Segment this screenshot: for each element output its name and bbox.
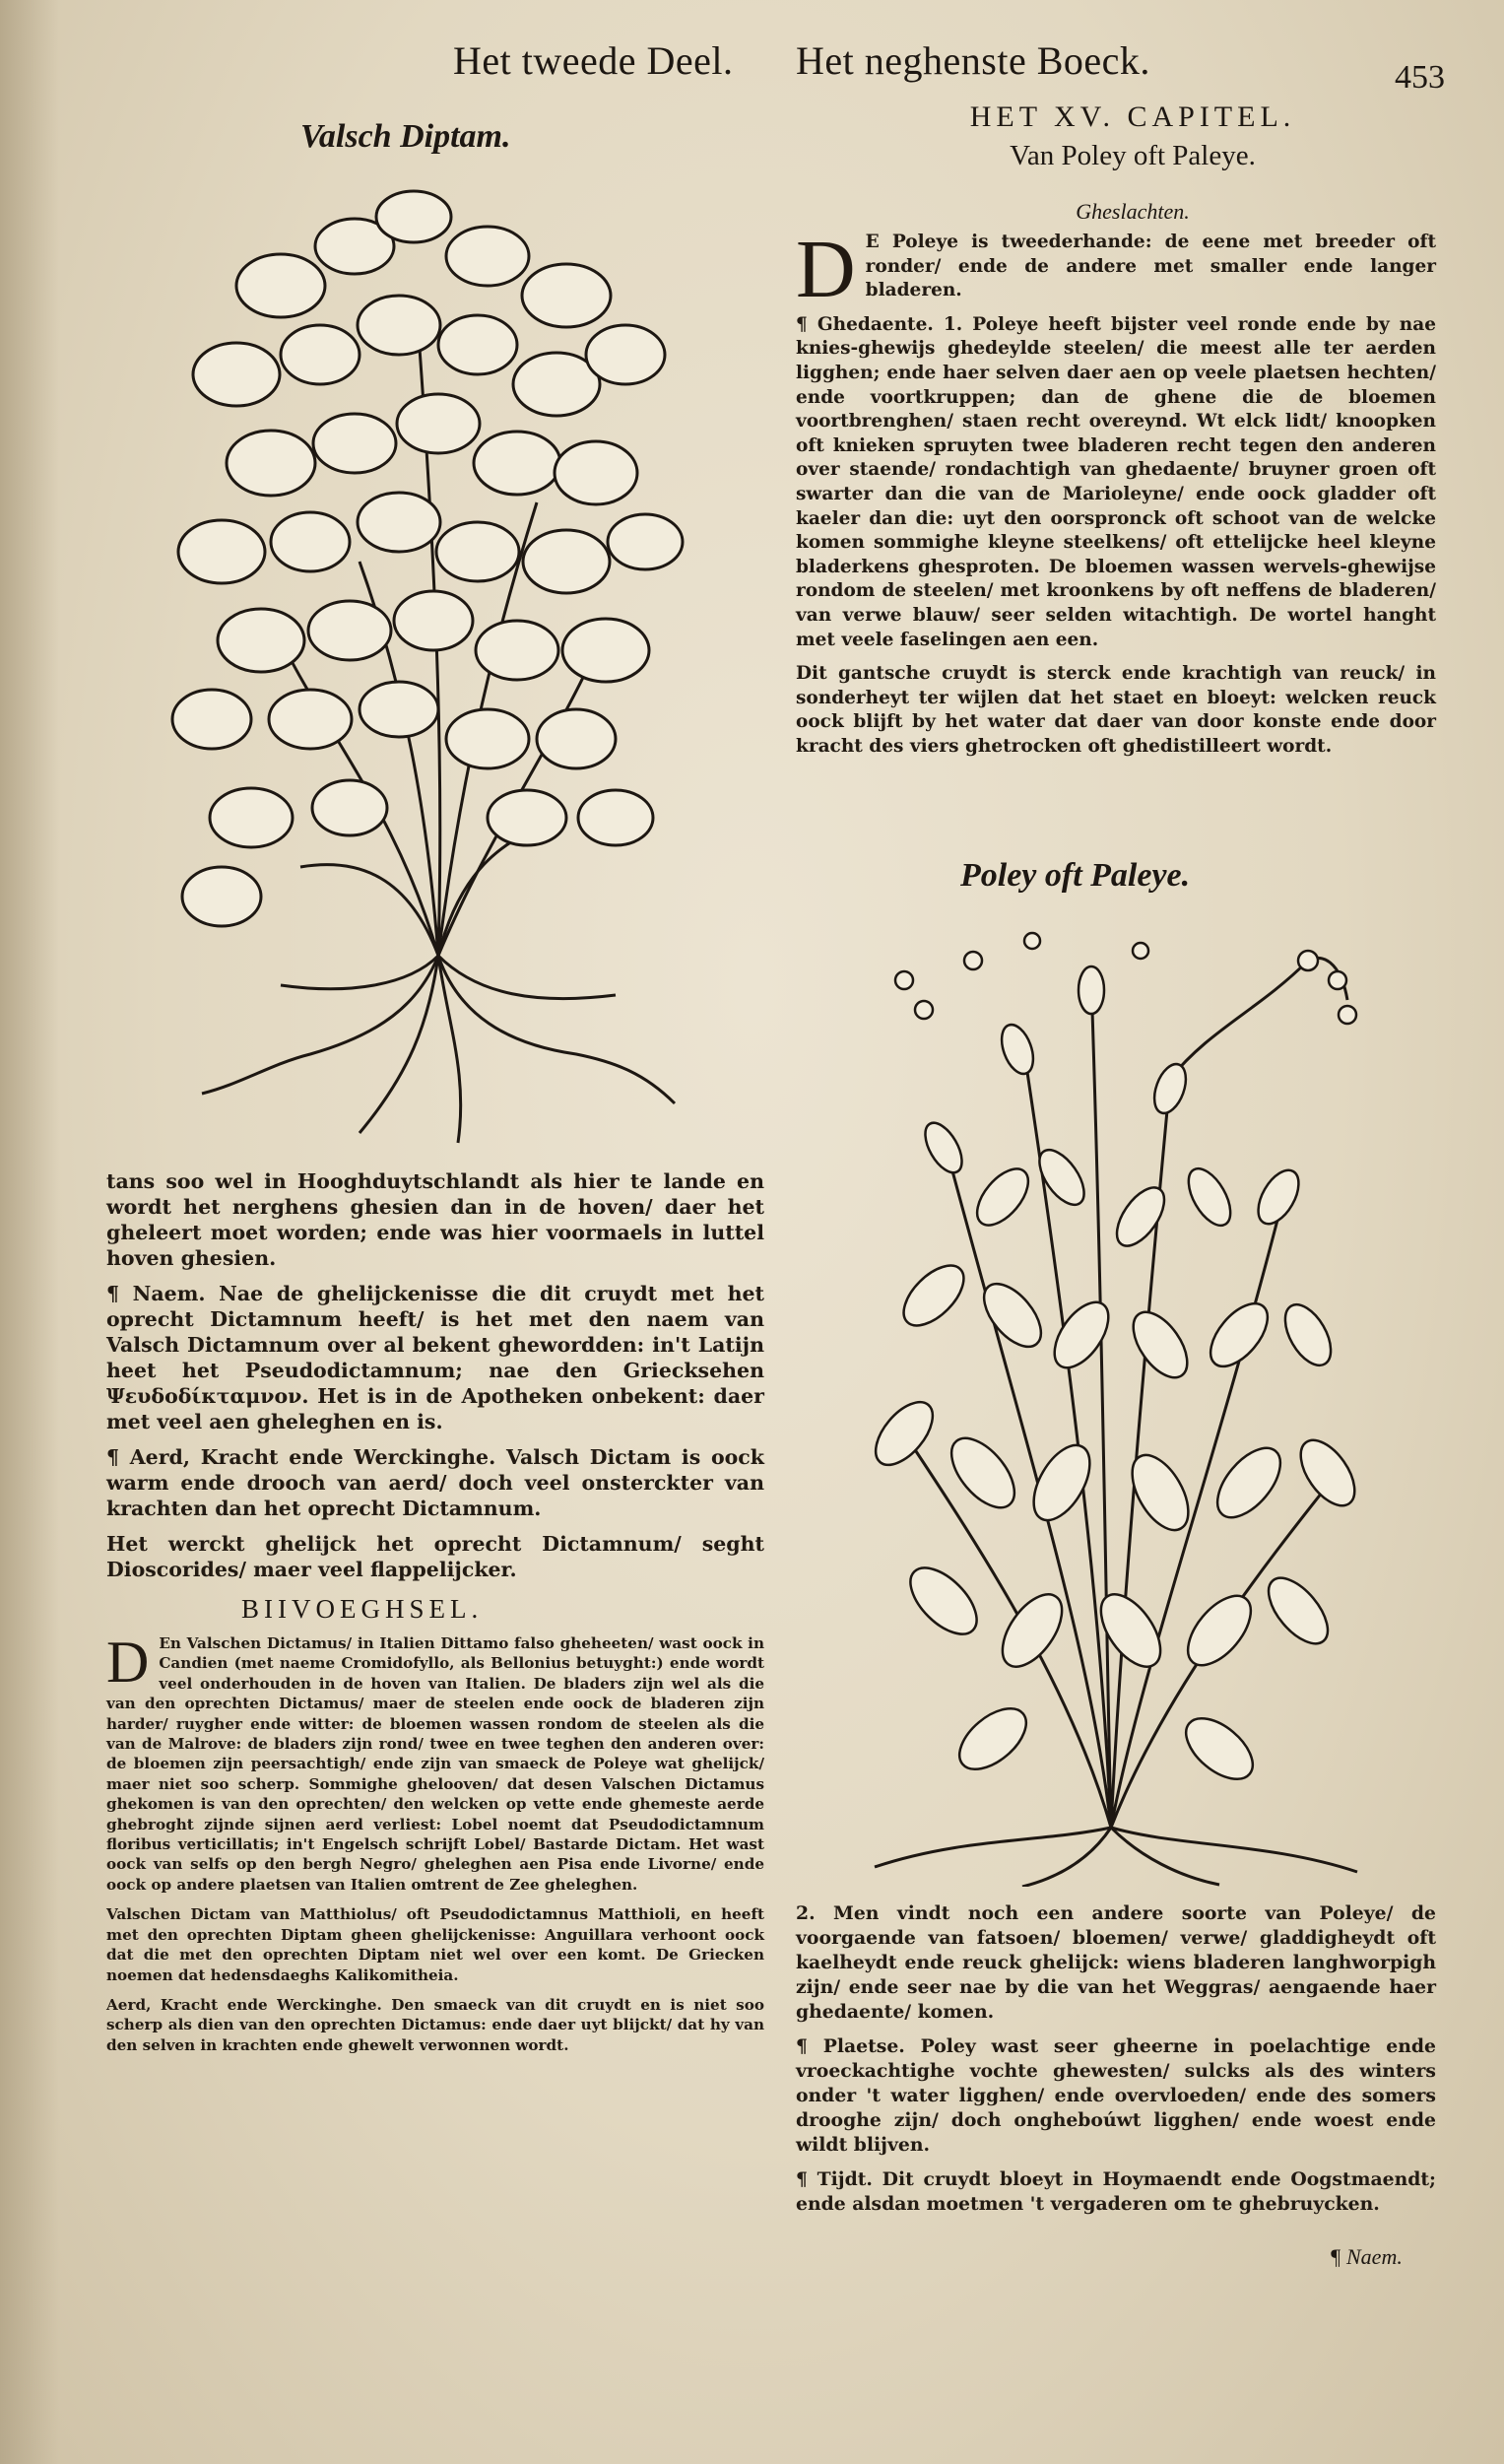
valsch-diptam-woodcut [163,187,694,1153]
gheslachten-subhead: Gheslachten. [1076,199,1190,224]
right-text-bottom [796,1901,1436,2227]
aerd-paragraph-2: Het werckt ghelijck het oprecht Dictamnum/ seght Dioscorides/ maer veel flappelijcker. [106,1532,764,1581]
catchword: ¶ Naem. [1330,2244,1403,2269]
left-text-bottom [106,1630,764,2065]
continuation-paragraph: tans soo wel in Hooghduytschlandt als hier te lande en wordt het nerghens ghesien dan in de hoven/ daer het gheleert moet worden; ende was hier voormaels in luttel hoven ghesien. [106,1169,764,1270]
chapter-dropcap: D [796,224,856,315]
left-figure-caption: Valsch Diptam. [300,118,511,155]
right-text-top [796,224,1436,768]
tijdt-paragraph: ¶ Tijdt. Dit cruydt bloeyt in Hoymaendt ende Oogstmaendt; ende alsdan moetmen 't vergaderen om te ghebruycken. [796,2168,1436,2215]
page-gutter-shadow [0,0,59,2464]
ghedaente-paragraph: ¶ Ghedaente. 1. Poleye heeft bijster veel ronde ende by nae knies-ghewijs ghedeylde steelen/ die meest alle ter aerden ligghen; ende haer selven daer aen op veele plaetsen hechten/ ende voortkruppen; dan de ghene die de bloemen voortbrenghen/ staen recht overeynd. Wt elck lidt/ knoopken oft knieken spruyten twee bladeren recht tegen den anderen over staende/ rondachtigh van ghedaente/ bruyner groen oft swarter dan die van de Marioleyne/ ende oock gladder oft kaeler dan die: uyt den oorspronck oft schoot van de welcke komen sommighe kleyne steelkens/ oft ettelijcke heel kleyne bladerkens ghesproten. De bloemen wassen wervels-ghewijse rondom de steelen/ met kroonkens by oft neffens de bladeren/ van verwe blauw/ seer selden witachtigh. De wortel hanght met veele faselingen aen een. [796,313,1436,650]
bijvoeghsel-text: En Valschen Dictamus/ in Italien Dittamo falso gheheeten/ wast oock in Candien (met naeme Cromidofyllo, als Bellonius betuyght:) ende wordt veel onderhouden in de hoven van Italien. De bladers zijn wel als die van den oprechten Dictamus/ maer de steelen ende oock de bladeren zijn harder/ ruygher ende witter: de bloemen wassen rondom de steelen als die van de Malrove: de bladers zijn rond/ twee en twee teghen den anderen over: de bloemen zijn peersachtigh/ ende zijn van smaeck de Poleye wat ghelijck/ maer niet soo scherp. Sommighe ghelooven/ dat desen Valschen Dictamus ghekomen is van den oprechten/ den welcken op vette ende ghemeste aerde ghebroght zijnde sijnen aerd verliest: Lobel noemt dat Pseudodictamnum floribus verticillatis; in't Engelsch schrijft Lobel/ Bastarde Dictam. Het wast oock van selfs op den bergh Negro/ gheleghen aen Pisa ende Livorne/ ende oock op andere plaetsen van Italien omtrent de Zee gheleghen. [106,1634,764,1894]
poley-woodcut [845,921,1377,1887]
chapter-number: HET XV. CAPITEL. [969,100,1296,133]
bijvoeghsel-paragraph [106,1630,764,1895]
page-number: 453 [1395,59,1445,96]
valschen-paragraph: Valschen Dictam van Matthiolus/ oft Pseudodictamnus Matthioli, en heeft met den oprechten Diptam gheen ghelijckenisse: Anguillara verhoont oock dat die met den oprechten Diptam niet wel over een komt. De Griecken noemen dat hedensdaeghs Kalikomitheia. [106,1905,764,1984]
naem-paragraph: ¶ Naem. Nae de ghelijckenisse die dit cruydt met het oprecht Dictamnum heeft/ is het met den naem van Valsch Dictamnum over al bekent ghewordden: in't Latijn heet het Pseudodictamnum; nae den Griecksehen Ψευδοδίκταμνον. Het is in de Apotheken onbekent: daer met veel aen gheleghen en is. [106,1282,764,1433]
bijvoeghsel-heading: BIIVOEGHSEL. [241,1594,484,1624]
left-text-top [106,1168,764,1592]
right-running-head: Het neghenste Boeck. [796,38,1150,83]
left-running-head: Het tweede Deel. [453,38,734,83]
aerd-paragraph-1: ¶ Aerd, Kracht ende Werckinghe. Valsch Dictam is oock warm ende drooch van aerd/ doch veel onsterckter van krachten dan het oprecht Dictamnum. [106,1445,764,1520]
item-2-paragraph: 2. Men vindt noch een andere soorte van Poleye/ de voorgaende van fatsoen/ bloemen/ verwe/ gladdigheydt oft kaelheydt ende reuck ghelijck: wiens bladeren langhworpigh zijn/ ende seer nae by die van het Weggras/ aengaende haer ghedaente/ komen. [796,1902,1436,2023]
gantsche-paragraph: Dit gantsche cruydt is sterck ende krachtigh van reuck/ in sonderheyt ter wijlen dat het staet en bloeyt: welcken reuck oock blijft by het water dat daer van door konste ende door kracht des viers ghetrocken oft ghedistilleert wordt. [796,663,1436,757]
chapter-title: Van Poley oft Paleye. [1010,140,1256,171]
aerd-paragraph-3: Aerd, Kracht ende Werckinghe. Den smaeck van dit cruydt en is niet soo scherp als dien van den oprechten Dictamus: ende daer uyt blijckt/ dat hy van den selven in krachten ende ghewelt verwonnen wordt. [106,1995,764,2054]
plaetse-paragraph: ¶ Plaetse. Poley wast seer gheerne in poelachtige ende vroeckachtighe vochte ghewesten/ sulcks als des winters onder 't water ligghen/ ende overvloeden/ ende des somers drooghe zijn/ doch ongheboúwt ligghen/ ende woest ende wildt blijven. [796,2035,1436,2156]
right-figure-caption: Poley oft Paleye. [960,857,1191,894]
gheslachten-text: E Poleye is tweederhande: de eene met breeder oft ronder/ ende de andere met smaller ende langer bladeren. [865,232,1436,301]
bijvoeghsel-dropcap: D [106,1630,150,1695]
gheslachten-paragraph [796,224,1436,315]
